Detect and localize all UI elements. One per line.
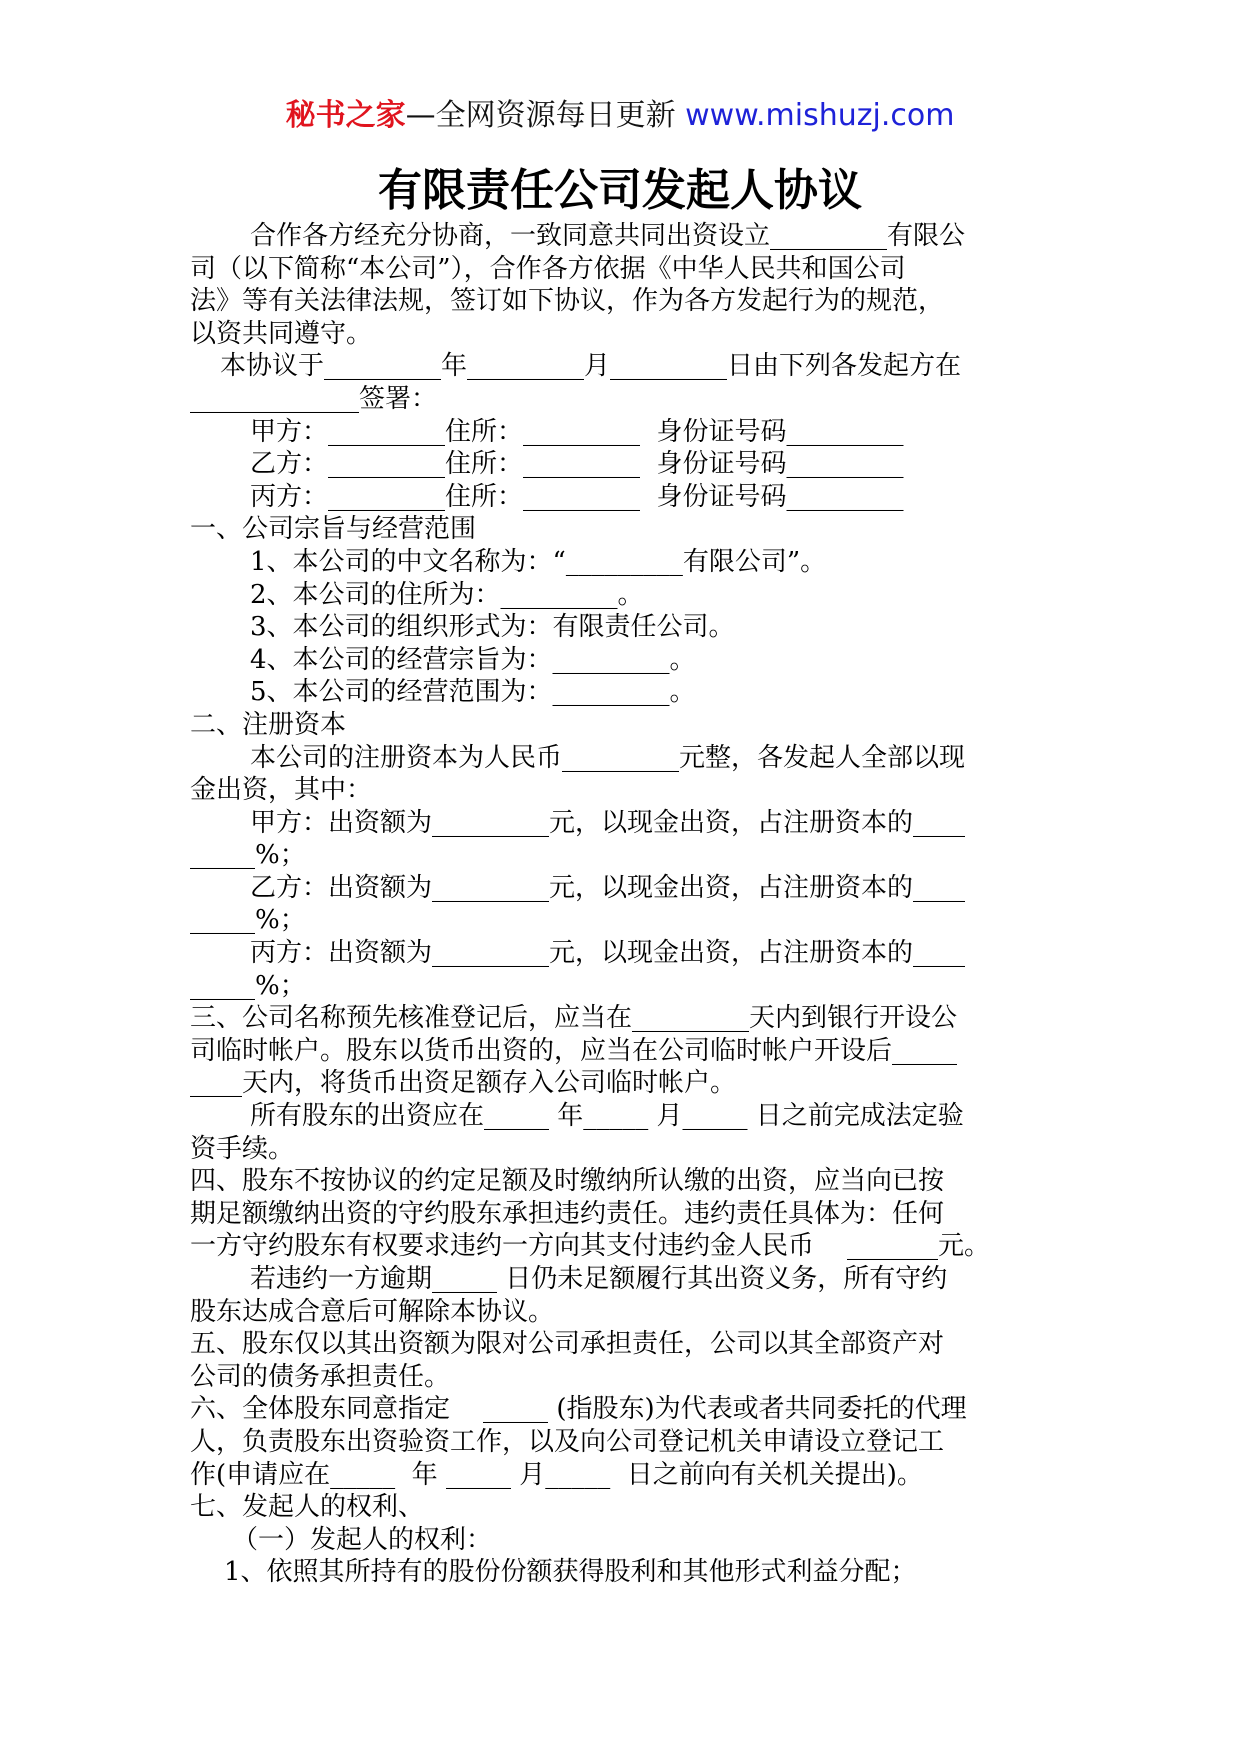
document-line: 本公司的注册资本为人民币_________元整，各发起人全部以现: [250, 742, 966, 773]
document-line: 一、公司宗旨与经营范围: [190, 514, 477, 545]
document-line: 七、发起人的权利、: [190, 1492, 425, 1523]
document-line: 合作各方经充分协商，一致同意共同出资设立_________有限公: [250, 221, 966, 251]
document-line: 甲方：_________住所：_________ 身份证号码_________: [250, 416, 904, 447]
document-line: _____________签署：: [190, 383, 438, 414]
document-line: 法》等有关法律法规，签订如下协议，作为各方发起行为的规范，: [190, 286, 945, 317]
document-line: 作(申请应在_____ 年 _____ 月_____ 日之前向有关机关提出)。: [190, 1459, 923, 1490]
document-line: （一）发起人的权利：: [232, 1524, 493, 1555]
banner-brand: 秘书之家: [285, 98, 406, 133]
document-line: 所有股东的出资应在_____ 年_____ 月_____ 日之前完成法定验: [250, 1101, 964, 1132]
document-line: 期足额缴纳出资的守约股东承担违约责任。违约责任具体为：任何: [190, 1198, 945, 1229]
document-line: 丙方：出资额为_________元，以现金出资，占注册资本的____: [250, 938, 966, 969]
document-line: 人，负责股东出资验资工作，以及向公司登记机关申请设立登记工: [190, 1426, 945, 1457]
document-line: 三、公司名称预先核准登记后，应当在_________天内到银行开设公: [190, 1003, 958, 1034]
document-line: _____%；: [190, 905, 306, 936]
document-line: 丙方：_________住所：_________ 身份证号码_________: [250, 481, 904, 512]
document-line: 1、本公司的中文名称为：“_________有限公司”。: [250, 546, 827, 577]
document-line: 六、全体股东同意指定 _____ (指股东)为代表或者共同委托的代理: [190, 1394, 967, 1425]
document-line: 乙方：_________住所：_________ 身份证号码_________: [250, 449, 904, 480]
banner-site-link[interactable]: www.mishuzj.com: [685, 98, 955, 133]
document-line: 乙方：出资额为_________元，以现金出资，占注册资本的____: [250, 872, 966, 903]
site-banner: [0, 96, 1240, 136]
document-line: 甲方：出资额为_________元，以现金出资，占注册资本的____: [250, 807, 966, 838]
document-line: 二、注册资本: [190, 709, 347, 740]
document-line: 3、本公司的组织形式为：有限责任公司。: [250, 612, 735, 643]
document-line: 四、股东不按协议的约定足额及时缴纳所认缴的出资，应当向已按: [190, 1166, 945, 1197]
document-line: 5、本公司的经营范围为：_________。: [250, 677, 696, 708]
document-line: 2、本公司的住所为：_________。: [250, 579, 644, 610]
document-line: 金出资，其中：: [190, 775, 373, 806]
document-line: 司临时帐户。股东以货币出资的，应当在公司临时帐户开设后_____: [190, 1035, 958, 1066]
document-line: 本协议于_________年_________月_________日由下列各发起方在: [220, 351, 962, 382]
document-body: [190, 220, 1070, 1589]
document-title: 有限责任公司发起人协议: [378, 165, 862, 216]
document-line: ____天内，将货币出资足额存入公司临时帐户。: [190, 1068, 737, 1099]
document-line: _____%；: [190, 970, 306, 1001]
document-line: _____%；: [190, 840, 306, 871]
document-line: 以资共同遵守。: [190, 318, 373, 349]
document-line: 资手续。: [190, 1133, 295, 1164]
document-line: 1、依照其所持有的股份份额获得股利和其他形式利益分配；: [224, 1557, 917, 1588]
document-line: 4、本公司的经营宗旨为：_________。: [250, 644, 696, 675]
document-line: 司（以下简称“本公司”），合作各方依据《中华人民共和国公司: [190, 253, 906, 284]
document-line: 股东达成合意后可解除本协议。: [190, 1296, 555, 1327]
document-line: 五、股东仅以其出资额为限对公司承担责任，公司以其全部资产对: [190, 1329, 945, 1360]
document-line: 公司的债务承担责任。: [190, 1361, 451, 1392]
document-line: 若违约一方逾期_____ 日仍未足额履行其出资义务，所有守约: [250, 1264, 948, 1294]
banner-slogan: —全网资源每日更新: [405, 98, 676, 133]
document-line: 一方守约股东有权要求违约一方向其支付违约金人民币 _______元。: [190, 1231, 991, 1262]
